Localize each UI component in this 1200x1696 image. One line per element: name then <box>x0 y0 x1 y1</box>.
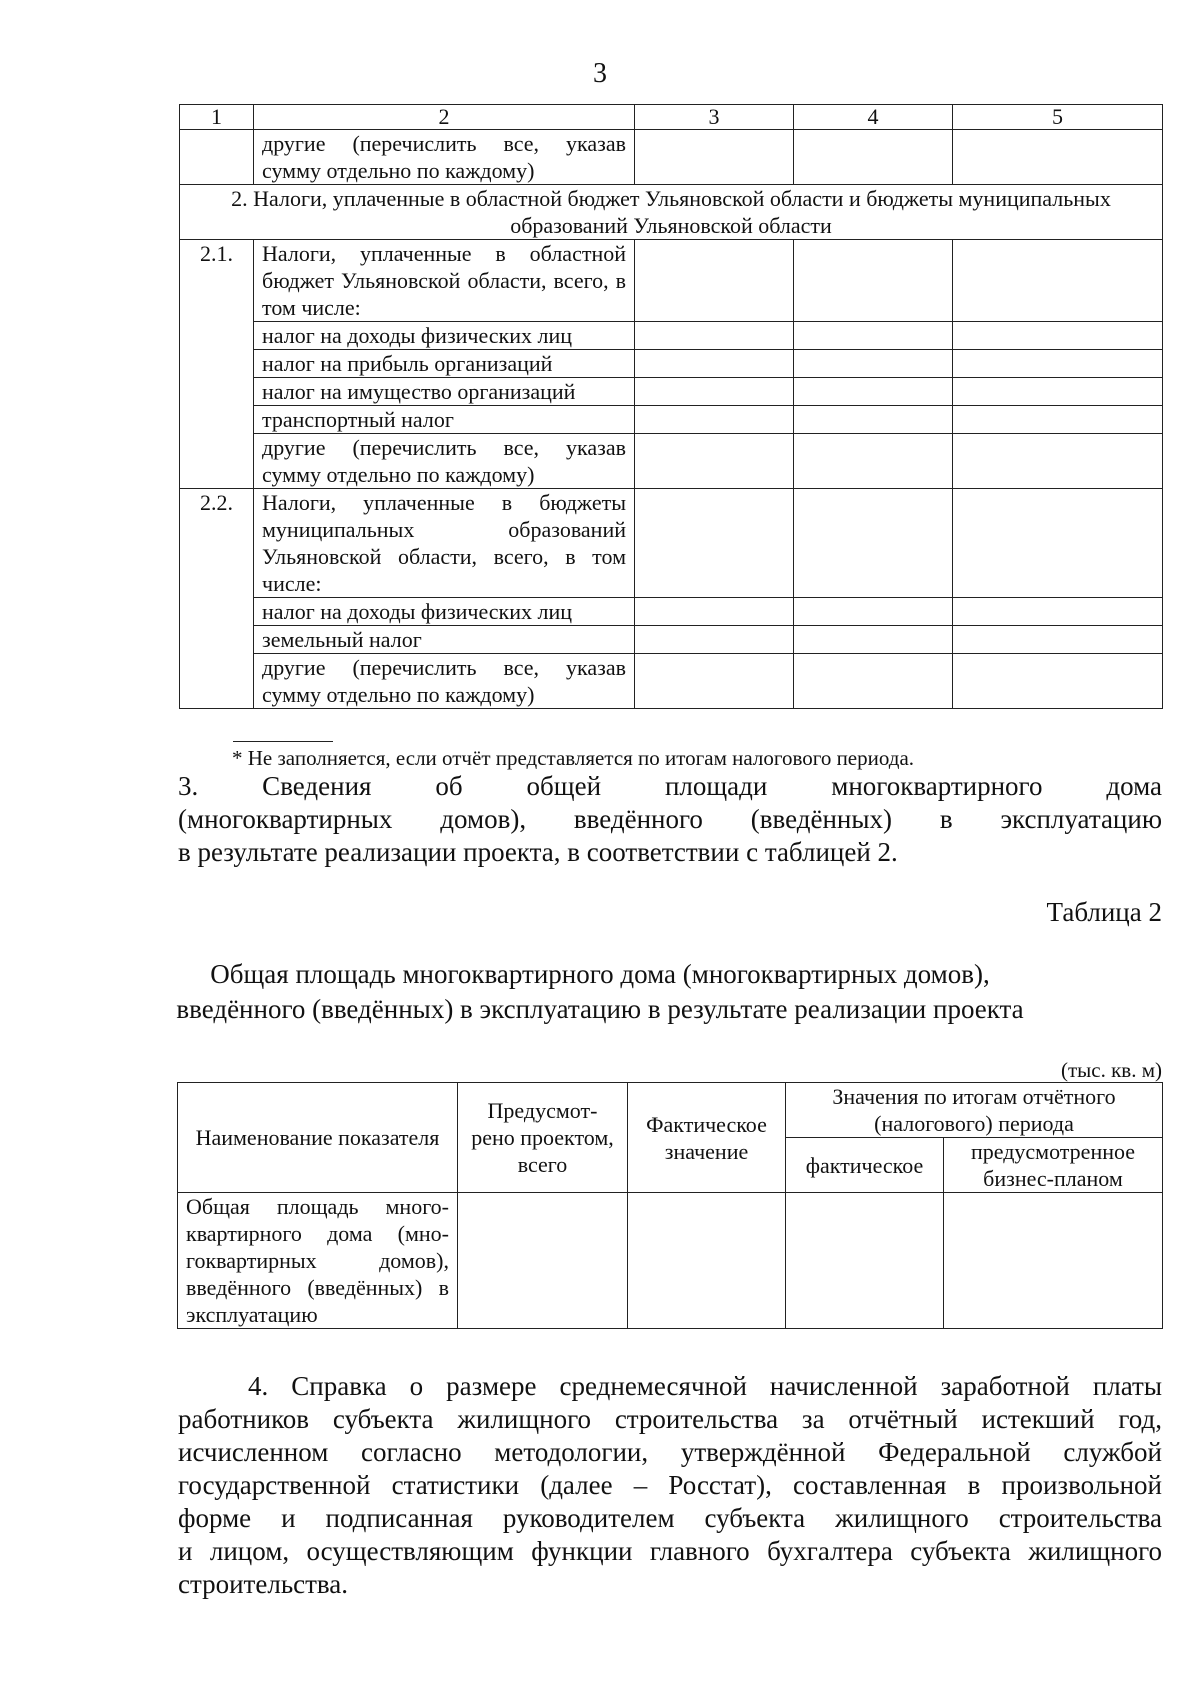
section-row <box>180 185 1163 240</box>
value-cell <box>794 350 953 378</box>
row-label: другие (перечислить все, указав сумму отдельно по каждому) <box>254 130 635 185</box>
row-number: 2.1. <box>180 240 254 489</box>
paragraph-line: 3. Сведения об общей площади многоквартирного дома <box>178 771 1162 801</box>
paragraph-3 <box>178 770 1162 869</box>
area-table <box>177 1082 1163 1329</box>
paragraph-line: исчисленном согласно методологии, утверждённой Федеральной службой <box>178 1437 1162 1467</box>
unit-label: (тыс. кв. м) <box>1060 1058 1162 1082</box>
row-label: другие (перечислить все, указав сумму отдельно по каждому) <box>254 434 635 489</box>
table-row <box>180 378 1163 406</box>
value-cell <box>794 626 953 654</box>
paragraph-line: и лицом, осуществляющим функции главного бухгалтера субъекта жилищного <box>178 1536 1162 1566</box>
value-cell <box>635 489 794 598</box>
value-cell <box>953 406 1163 434</box>
value-cell <box>953 598 1163 626</box>
value-cell <box>794 406 953 434</box>
value-cell <box>635 626 794 654</box>
value-cell <box>953 322 1163 350</box>
paragraph-4 <box>178 1370 1162 1601</box>
row-number <box>180 130 254 185</box>
header-planned: Предусмот-рено проектом, всего <box>458 1083 628 1193</box>
row-label: налог на прибыль организаций <box>254 350 635 378</box>
value-cell <box>794 434 953 489</box>
table-row <box>180 489 1163 598</box>
footnote: * Не заполняется, если отчёт представляется по итогам налогового периода. <box>232 746 915 770</box>
row-label: налог на доходы физических лиц <box>254 322 635 350</box>
header-cell: 4 <box>794 105 953 130</box>
value-cell <box>953 350 1163 378</box>
value-cell <box>635 654 794 709</box>
value-cell <box>635 598 794 626</box>
table-row <box>180 434 1163 489</box>
value-cell <box>786 1193 944 1329</box>
value-cell <box>794 240 953 322</box>
table-row <box>180 130 1163 185</box>
value-cell <box>794 322 953 350</box>
value-cell <box>794 598 953 626</box>
table-caption <box>0 957 1200 1027</box>
row-label: земельный налог <box>254 626 635 654</box>
paragraph-line: (многоквартирных домов), введённого (введённых) в эксплуатацию <box>178 804 1162 834</box>
table-row <box>178 1193 1163 1329</box>
header-actual: Фактическое значение <box>628 1083 786 1193</box>
header-cell: 2 <box>254 105 635 130</box>
paragraph-line: форме и подписанная руководителем субъекта жилищного строительства <box>178 1503 1162 1533</box>
table-header-row <box>178 1083 1163 1138</box>
value-cell <box>944 1193 1163 1329</box>
value-cell <box>794 378 953 406</box>
row-label: Общая площадь много-квартирного дома (мно-гоквартирных домов), введённого (введённых) в эксплуатацию <box>178 1193 458 1329</box>
value-cell <box>635 322 794 350</box>
caption-line: Общая площадь многоквартирного дома (многоквартирных домов), <box>210 959 990 989</box>
header-cell: 3 <box>635 105 794 130</box>
table-row <box>180 598 1163 626</box>
table-row <box>180 350 1163 378</box>
header-period-business-plan: предусмотренное бизнес-планом <box>944 1138 1163 1193</box>
header-period: Значения по итогам отчётного (налогового) периода <box>786 1083 1163 1138</box>
value-cell <box>635 240 794 322</box>
paragraph-line: 4. Справка о размере среднемесячной начисленной заработной платы <box>248 1371 1162 1401</box>
paragraph-line: работников субъекта жилищного строительства за отчётный истекший год, <box>178 1404 1162 1434</box>
header-cell: 1 <box>180 105 254 130</box>
row-label: другие (перечислить все, указав сумму отдельно по каждому) <box>254 654 635 709</box>
paragraph-line: государственной статистики (далее – Росстат), составленная в произвольной <box>178 1470 1162 1500</box>
value-cell <box>458 1193 628 1329</box>
header-cell: 5 <box>953 105 1163 130</box>
table-header-row <box>180 105 1163 130</box>
row-label: налог на имущество организаций <box>254 378 635 406</box>
value-cell <box>635 434 794 489</box>
table-label: Таблица 2 <box>1046 897 1162 927</box>
row-label: налог на доходы физических лиц <box>254 598 635 626</box>
row-label: транспортный налог <box>254 406 635 434</box>
value-cell <box>953 626 1163 654</box>
value-cell <box>635 130 794 185</box>
row-label: Налоги, уплаченные в бюджеты муниципальных образований Ульяновской области, всего, в том числе: <box>254 489 635 598</box>
table-row <box>180 406 1163 434</box>
value-cell <box>794 130 953 185</box>
value-cell <box>794 489 953 598</box>
page-number: 3 <box>593 58 607 89</box>
header-period-actual: фактическое <box>786 1138 944 1193</box>
value-cell <box>635 350 794 378</box>
row-number: 2.2. <box>180 489 254 709</box>
footnote-divider <box>233 741 333 742</box>
paragraph-line: в результате реализации проекта, в соответствии с таблицей 2. <box>178 837 898 867</box>
row-label: Налоги, уплаченные в областной бюджет Ульяновской области, всего, в том числе: <box>254 240 635 322</box>
header-indicator-name: Наименование показателя <box>178 1083 458 1193</box>
table-row <box>180 322 1163 350</box>
value-cell <box>953 654 1163 709</box>
value-cell <box>953 130 1163 185</box>
value-cell <box>953 434 1163 489</box>
value-cell <box>628 1193 786 1329</box>
value-cell <box>953 378 1163 406</box>
value-cell <box>953 240 1163 322</box>
value-cell <box>635 378 794 406</box>
paragraph-line: строительства. <box>178 1569 349 1599</box>
section-title: 2. Налоги, уплаченные в областной бюджет Ульяновской области и бюджеты муниципальных образований Ульяновской области <box>180 185 1163 240</box>
value-cell <box>635 406 794 434</box>
value-cell <box>953 489 1163 598</box>
taxes-table <box>179 104 1163 709</box>
caption-line: введённого (введённых) в эксплуатацию в результате реализации проекта <box>176 994 1024 1024</box>
table-row <box>180 654 1163 709</box>
value-cell <box>794 654 953 709</box>
table-row <box>180 626 1163 654</box>
table-row <box>180 240 1163 322</box>
